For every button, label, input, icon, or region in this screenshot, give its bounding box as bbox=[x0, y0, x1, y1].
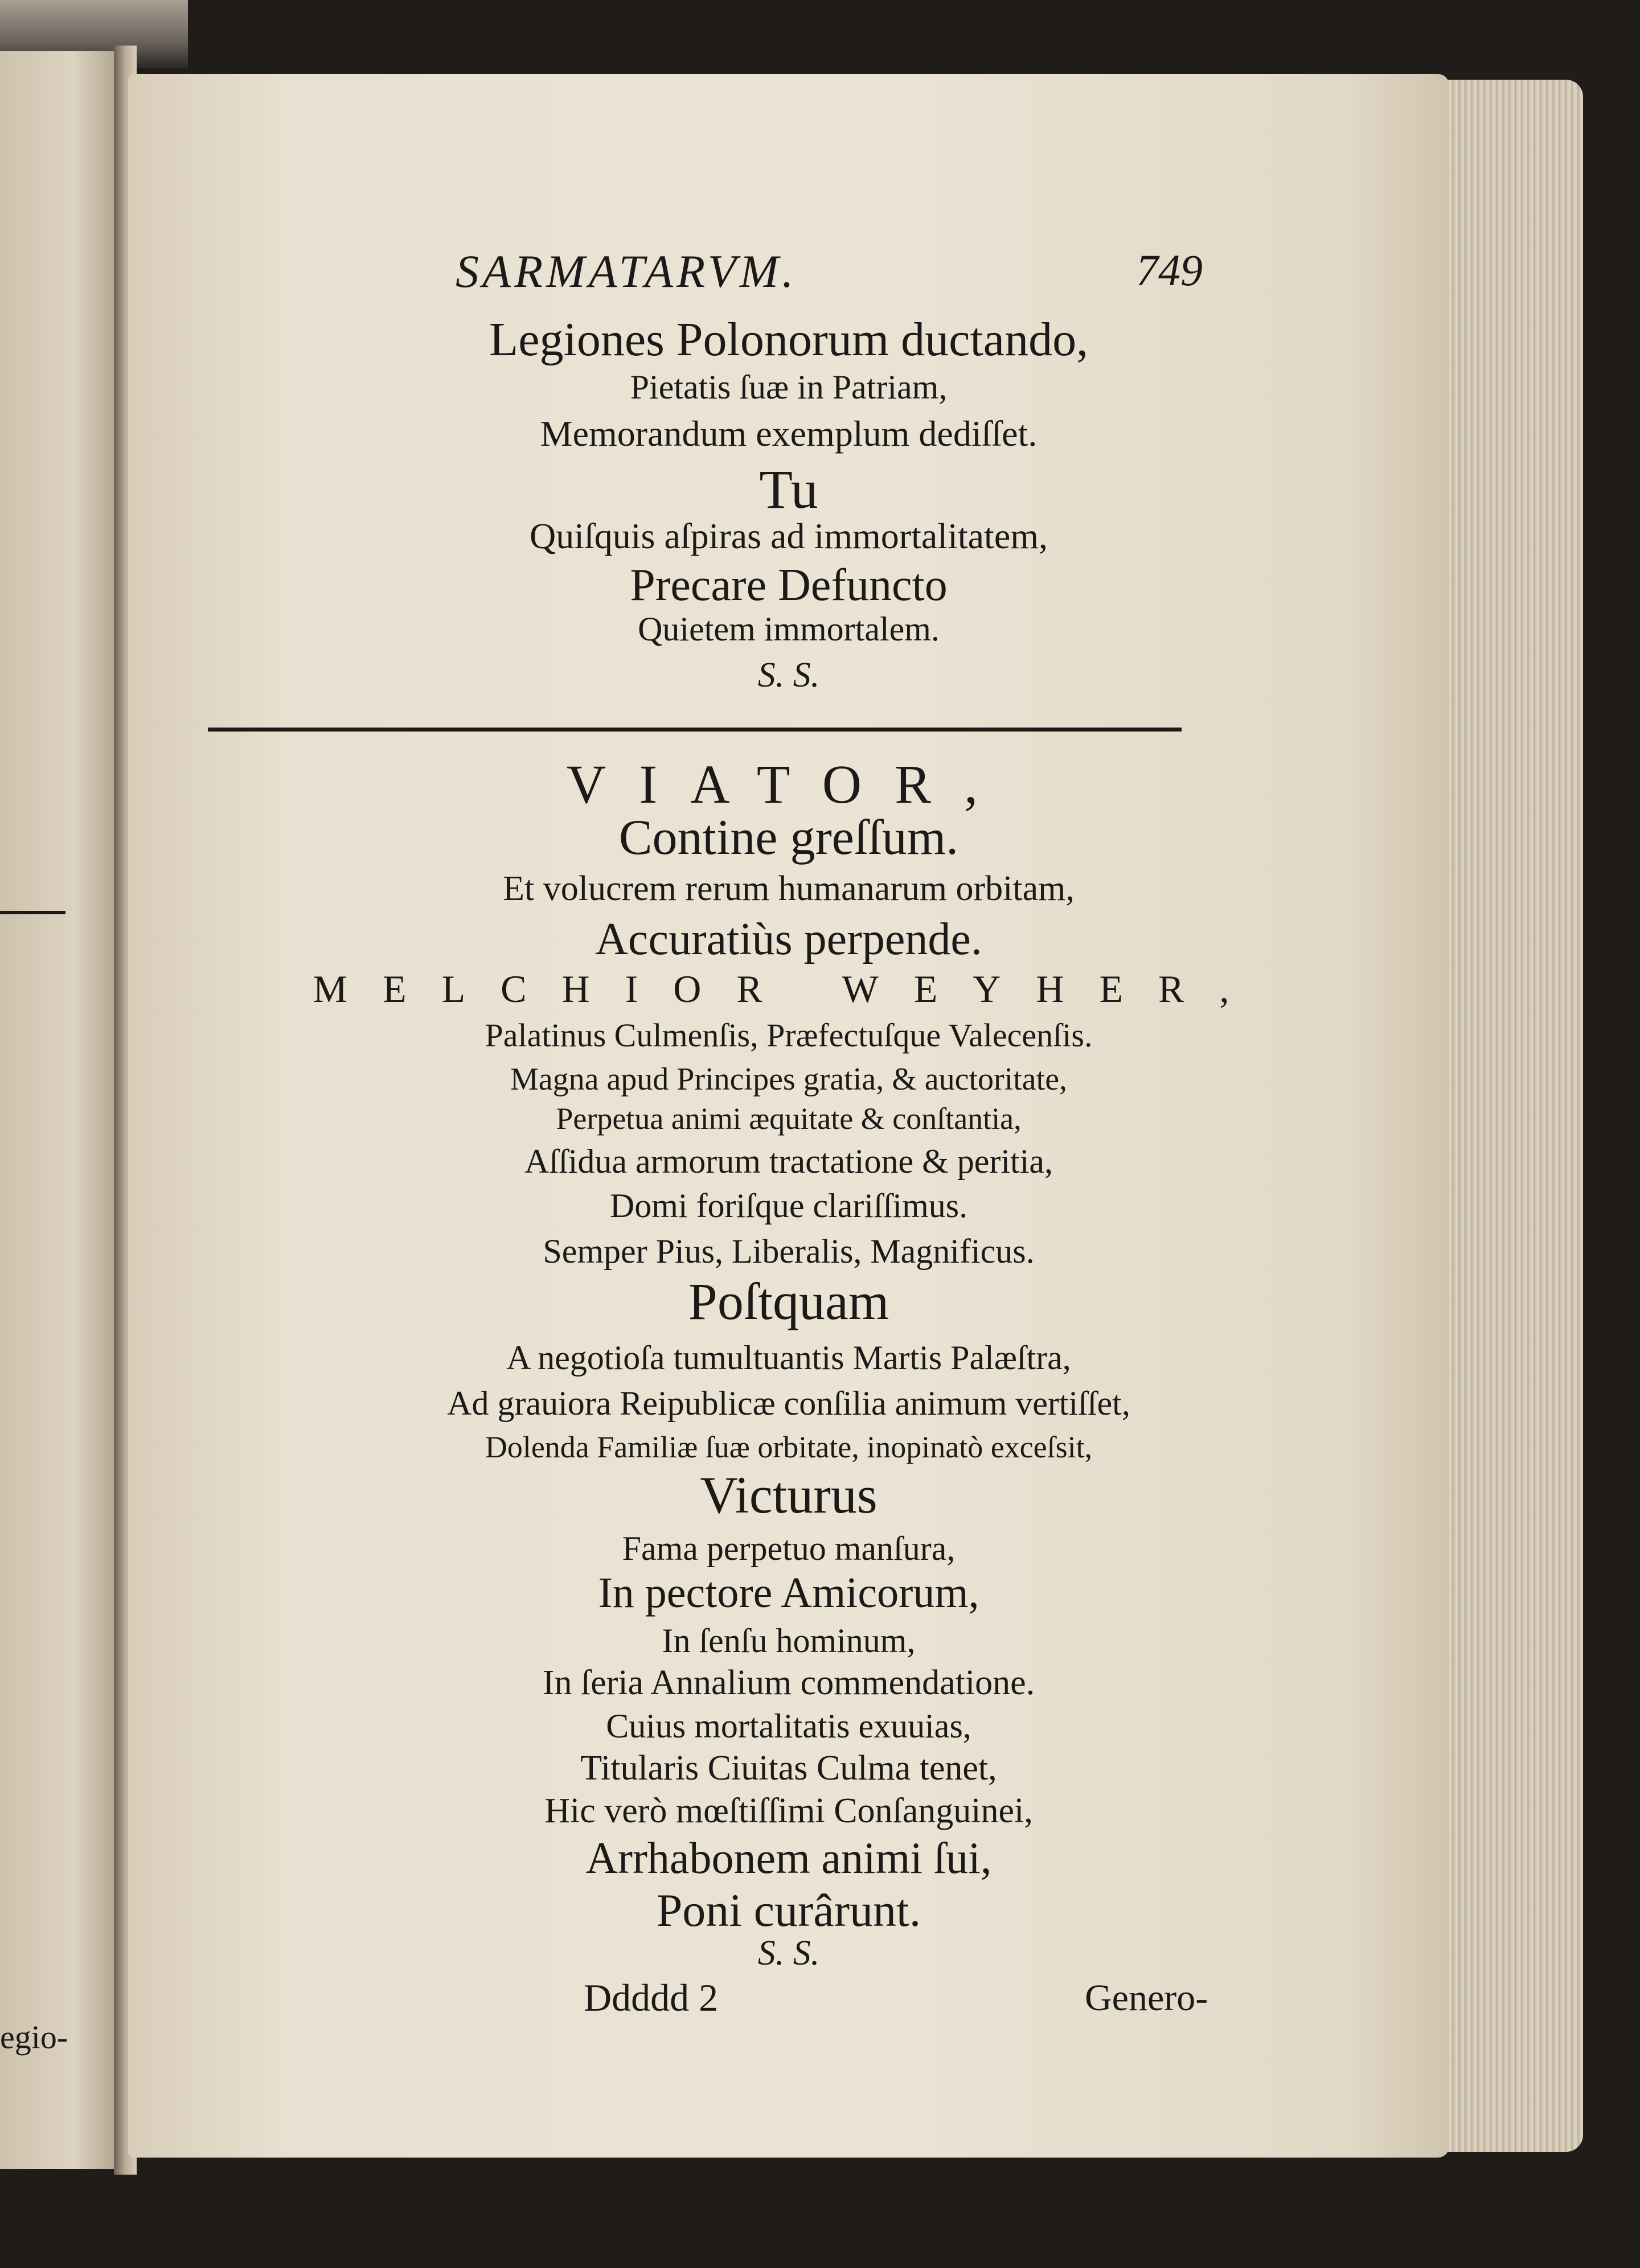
text-line: Precare Defuncto bbox=[630, 560, 948, 610]
text-line: Dolenda Familiæ ſuæ orbitate, inopinatò exceſsit, bbox=[485, 1430, 1093, 1464]
page-number: 749 bbox=[1136, 245, 1203, 295]
text-line: Ad grauiora Reipublicæ conſilia animum vertiſſet, bbox=[447, 1384, 1130, 1422]
text-line: Memorandum exemplum dediſſet. bbox=[540, 413, 1038, 454]
text-line: Domi foriſque clariſſimus. bbox=[609, 1187, 968, 1225]
text-line: In ſeria Annalium commendatione. bbox=[542, 1663, 1035, 1702]
text-line: Cuius mortalitatis exuuias, bbox=[606, 1707, 971, 1745]
text-line: A negotioſa tumultuantis Martis Palæſtra, bbox=[506, 1339, 1071, 1377]
text-line: Perpetua animi æquitate & conſtantia, bbox=[556, 1102, 1022, 1136]
text-line: Titularis Ciuitas Culma tenet, bbox=[580, 1749, 997, 1788]
running-head: SARMATARVM. bbox=[456, 245, 797, 297]
text-line: Legiones Polonorum ductando, bbox=[489, 313, 1089, 366]
text-line: S. S. bbox=[757, 656, 820, 695]
text-line: In pectore Amicorum, bbox=[598, 1569, 979, 1617]
catchword: Genero- bbox=[1085, 1977, 1208, 2019]
left-page-rule bbox=[0, 911, 65, 914]
text-line: VIATOR, bbox=[566, 754, 1011, 815]
text-line: Aſſidua armorum tractatione & peritia, bbox=[524, 1143, 1053, 1180]
page bbox=[128, 74, 1449, 2158]
text-line: Pietatis ſuæ in Patriam, bbox=[630, 368, 948, 406]
text-line: S. S. bbox=[757, 1934, 820, 1973]
text-line: Poſtquam bbox=[688, 1272, 889, 1330]
text-line: Victurus bbox=[700, 1466, 878, 1524]
text-line: Magna apud Principes gratia, & auctoritate, bbox=[510, 1062, 1068, 1097]
text-line: Contine greſſum. bbox=[618, 810, 959, 865]
text-line: In ſenſu hominum, bbox=[662, 1622, 916, 1659]
text-line: Palatinus Culmenſis, Præfectuſque Valecenſis. bbox=[485, 1017, 1093, 1054]
text-line: Semper Pius, Liberalis, Magnificus. bbox=[543, 1232, 1035, 1270]
left-page bbox=[0, 51, 122, 2169]
text-line: Fama perpetuo manſura, bbox=[622, 1530, 956, 1567]
signature-mark: Ddddd 2 bbox=[584, 1976, 719, 2019]
text-line: Poni curârunt. bbox=[656, 1884, 921, 1936]
section-rule bbox=[208, 728, 1182, 732]
text-line: Hic verò mœſtiſſimi Conſanguinei, bbox=[544, 1792, 1033, 1830]
text-line: Quiſquis aſpiras ad immortalitatem, bbox=[529, 516, 1048, 556]
text-line: Accuratiùs perpende. bbox=[595, 914, 982, 964]
left-page-catchword: egio- bbox=[0, 2019, 68, 2056]
text-line: MELCHIOR WEYHER, bbox=[313, 967, 1265, 1010]
text-line: Quietem immortalem. bbox=[638, 610, 940, 648]
text-line: Tu bbox=[759, 459, 818, 520]
text-line: Et volucrem rerum humanarum orbitam, bbox=[503, 869, 1075, 908]
text-line: Arrhabonem animi ſui, bbox=[585, 1833, 992, 1883]
